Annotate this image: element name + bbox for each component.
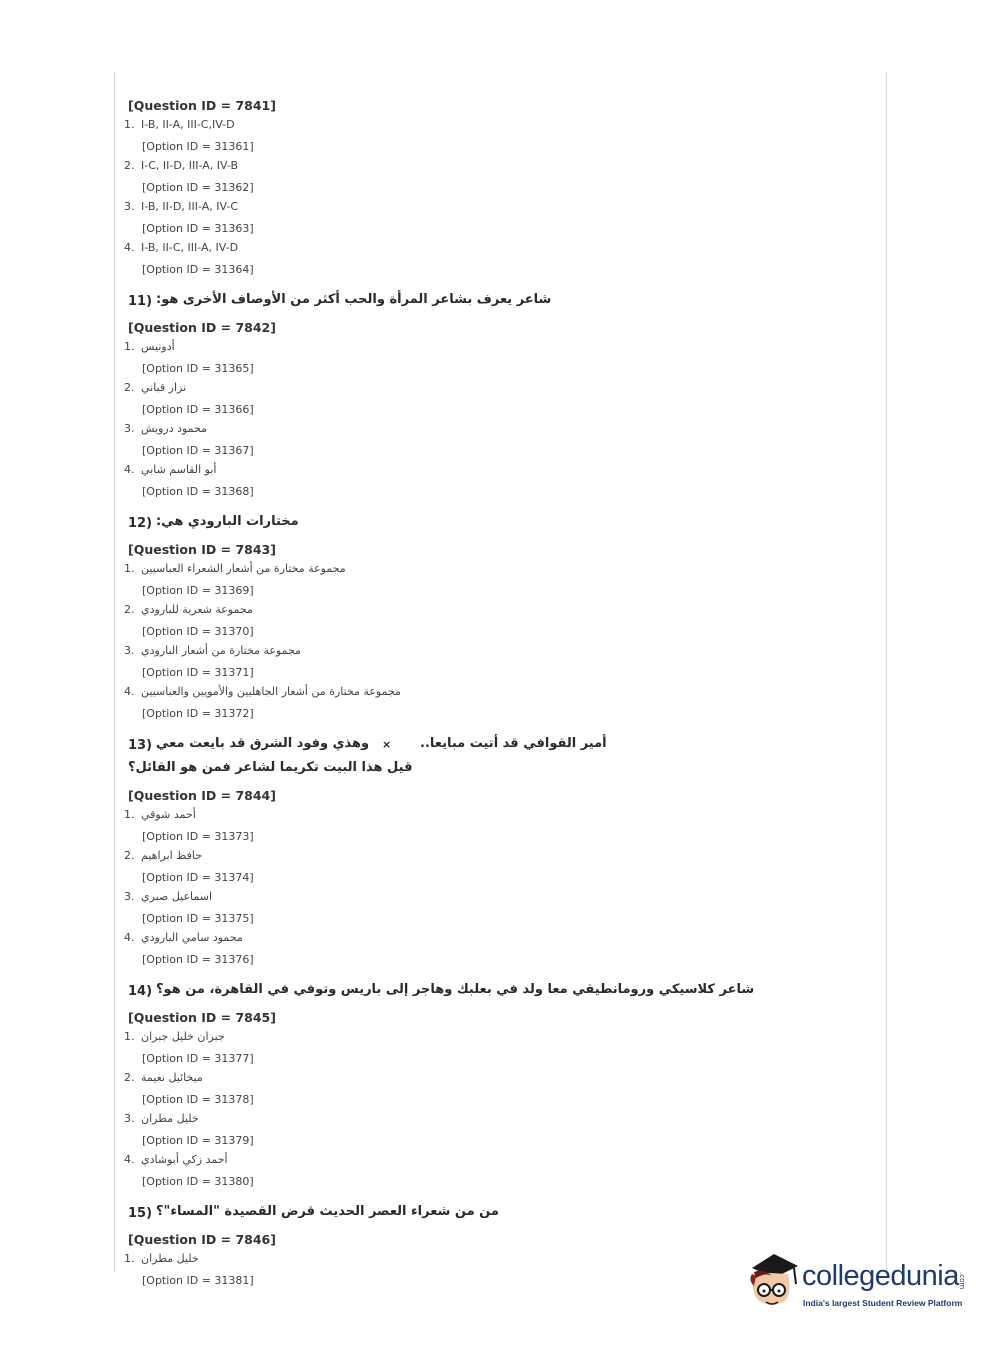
option-text: I-C, II-D, III-A, IV-B xyxy=(141,159,239,172)
option-text: مجموعة مختارة من أشعار الشعراء العباسيين xyxy=(141,562,346,575)
option-id: [Option ID = 31374] xyxy=(142,871,254,884)
option: 4. أحمد زكي أبوشادي xyxy=(124,1153,228,1166)
question-number: 14) xyxy=(128,984,153,999)
option: 4. مجموعة مختارة من أشعار الجاهليين والأمويين والعباسيين xyxy=(124,685,401,698)
option-text: مجموعة شعرية للبارودي xyxy=(141,603,253,616)
option-id: [Option ID = 31371] xyxy=(142,666,254,679)
option-id: [Option ID = 31370] xyxy=(142,625,254,638)
option: 2. I-C, II-D, III-A, IV-B xyxy=(124,159,239,172)
option-text: نزار قباني xyxy=(141,381,187,394)
option: 4. I-B, II-C, III-A, IV-D xyxy=(124,241,239,254)
option-id: [Option ID = 31376] xyxy=(142,953,254,966)
question-10 xyxy=(124,98,864,280)
question-text: شاعر كلاسيكي ورومانطيقي معا ولد في بعلبك وهاجر إلى باريس وتوفي في القاهرة، من هو؟ xyxy=(156,982,755,997)
question-14 xyxy=(124,980,864,1192)
question-id: [Question ID = 7844] xyxy=(128,788,276,803)
option-text: خليل مطران xyxy=(141,1112,199,1125)
option-id: [Option ID = 31379] xyxy=(142,1134,254,1147)
option-id: [Option ID = 31364] xyxy=(142,263,254,276)
question-text: من من شعراء العصر الحديث قرض القصيدة "المساء"؟ xyxy=(156,1204,499,1219)
verse-first-hemistich: أمير القوافي قد أتيت مبايعا.. xyxy=(420,736,607,751)
option: 1. خليل مطران xyxy=(124,1252,199,1265)
question-verse-line xyxy=(124,734,864,758)
option-text: I-B, II-D, III-A, IV-C xyxy=(141,200,239,213)
question-text-line xyxy=(124,1202,864,1226)
option: 1. أحمد شوقي xyxy=(124,808,196,821)
option: 2. مجموعة شعرية للبارودي xyxy=(124,603,253,616)
question-text-line xyxy=(124,758,864,782)
option-id: [Option ID = 31368] xyxy=(142,485,254,498)
question-text: شاعر يعرف بشاعر المرأة والحب أكثر من الأوصاف الأخرى هو: xyxy=(156,292,552,307)
option: 4. محمود سامي البارودي xyxy=(124,931,243,944)
option-id: [Option ID = 31378] xyxy=(142,1093,254,1106)
option: 3. مجموعة مختارة من أشعار البارودي xyxy=(124,644,301,657)
option-id: [Option ID = 31362] xyxy=(142,181,254,194)
option-id: [Option ID = 31366] xyxy=(142,403,254,416)
option-text: I-B, II-C, III-A, IV-D xyxy=(141,241,239,254)
option-text: أحمد زكي أبوشادي xyxy=(141,1153,228,1166)
question-number: 15) xyxy=(128,1206,153,1221)
question-13 xyxy=(124,734,864,970)
option-id: [Option ID = 31377] xyxy=(142,1052,254,1065)
option-text: خليل مطران xyxy=(141,1252,199,1265)
option: 1. I-B, II-A, III-C,IV-D xyxy=(124,118,235,131)
option-id: [Option ID = 31375] xyxy=(142,912,254,925)
option-text: محمود سامي البارودي xyxy=(141,931,243,944)
option-id: [Option ID = 31380] xyxy=(142,1175,254,1188)
question-text: مختارات البارودي هي: xyxy=(156,514,299,529)
option-id: [Option ID = 31373] xyxy=(142,830,254,843)
option: 1. مجموعة مختارة من أشعار الشعراء العباسيين xyxy=(124,562,346,575)
question-text-line xyxy=(124,290,864,314)
question-id: [Question ID = 7843] xyxy=(128,542,276,557)
question-paper xyxy=(124,98,864,1301)
option: 4. أبو القاسم شابي xyxy=(124,463,217,476)
option-id: [Option ID = 31363] xyxy=(142,222,254,235)
question-id: [Question ID = 7842] xyxy=(128,320,276,335)
option-text: اسماعيل صبري xyxy=(141,890,213,903)
question-text-line xyxy=(124,512,864,536)
question-11 xyxy=(124,290,864,502)
option-text: ميخائيل نعيمة xyxy=(141,1071,203,1084)
option-id: [Option ID = 31365] xyxy=(142,362,254,375)
option-id: [Option ID = 31369] xyxy=(142,584,254,597)
option-text: أبو القاسم شابي xyxy=(141,463,217,476)
question-number: 13) xyxy=(128,738,153,753)
verse-separator: × xyxy=(382,738,392,751)
verse-second-hemistich: وهذي وفود الشرق قد بايعت معي xyxy=(156,736,370,751)
question-text: قيل هذا البيت تكريما لشاعر فمن هو القائل؟ xyxy=(128,760,413,775)
option: 2. نزار قباني xyxy=(124,381,187,394)
option: 3. محمود درويش xyxy=(124,422,208,435)
option-text: I-B, II-A, III-C,IV-D xyxy=(141,118,235,131)
option-text: أدونيس xyxy=(141,340,175,353)
option: 2. حافظ ابراهيم xyxy=(124,849,203,862)
mascot-icon xyxy=(744,1250,800,1316)
option: 2. ميخائيل نعيمة xyxy=(124,1071,203,1084)
option: 1. جبران خليل جبران xyxy=(124,1030,225,1043)
option: 3. I-B, II-D, III-A, IV-C xyxy=(124,200,239,213)
brand-name: collegedunia xyxy=(802,1260,959,1292)
question-12 xyxy=(124,512,864,724)
collegedunia-logo[interactable] xyxy=(744,1250,974,1320)
option: 1. أدونيس xyxy=(124,340,175,353)
option-id: [Option ID = 31372] xyxy=(142,707,254,720)
question-number: 12) xyxy=(128,516,153,531)
option-text: جبران خليل جبران xyxy=(141,1030,225,1043)
option-text: حافظ ابراهيم xyxy=(141,849,203,862)
option-text: مجموعة مختارة من أشعار الجاهليين والأمويين والعباسيين xyxy=(141,685,401,698)
option-id: [Option ID = 31381] xyxy=(142,1274,254,1287)
question-id: [Question ID = 7846] xyxy=(128,1232,276,1247)
option-id: [Option ID = 31367] xyxy=(142,444,254,457)
option-id: [Option ID = 31361] xyxy=(142,140,254,153)
option-text: محمود درويش xyxy=(141,422,208,435)
option-text: مجموعة مختارة من أشعار البارودي xyxy=(141,644,301,657)
question-text-line xyxy=(124,980,864,1004)
question-number: 11) xyxy=(128,294,153,309)
question-id: [Question ID = 7841] xyxy=(128,98,276,113)
brand-tagline: India's largest Student Review Platform xyxy=(803,1298,963,1308)
option: 3. خليل مطران xyxy=(124,1112,199,1125)
option: 3. اسماعيل صبري xyxy=(124,890,213,903)
option-text: أحمد شوقي xyxy=(141,808,196,821)
brand-domain: .com xyxy=(958,1272,966,1290)
question-id: [Question ID = 7845] xyxy=(128,1010,276,1025)
